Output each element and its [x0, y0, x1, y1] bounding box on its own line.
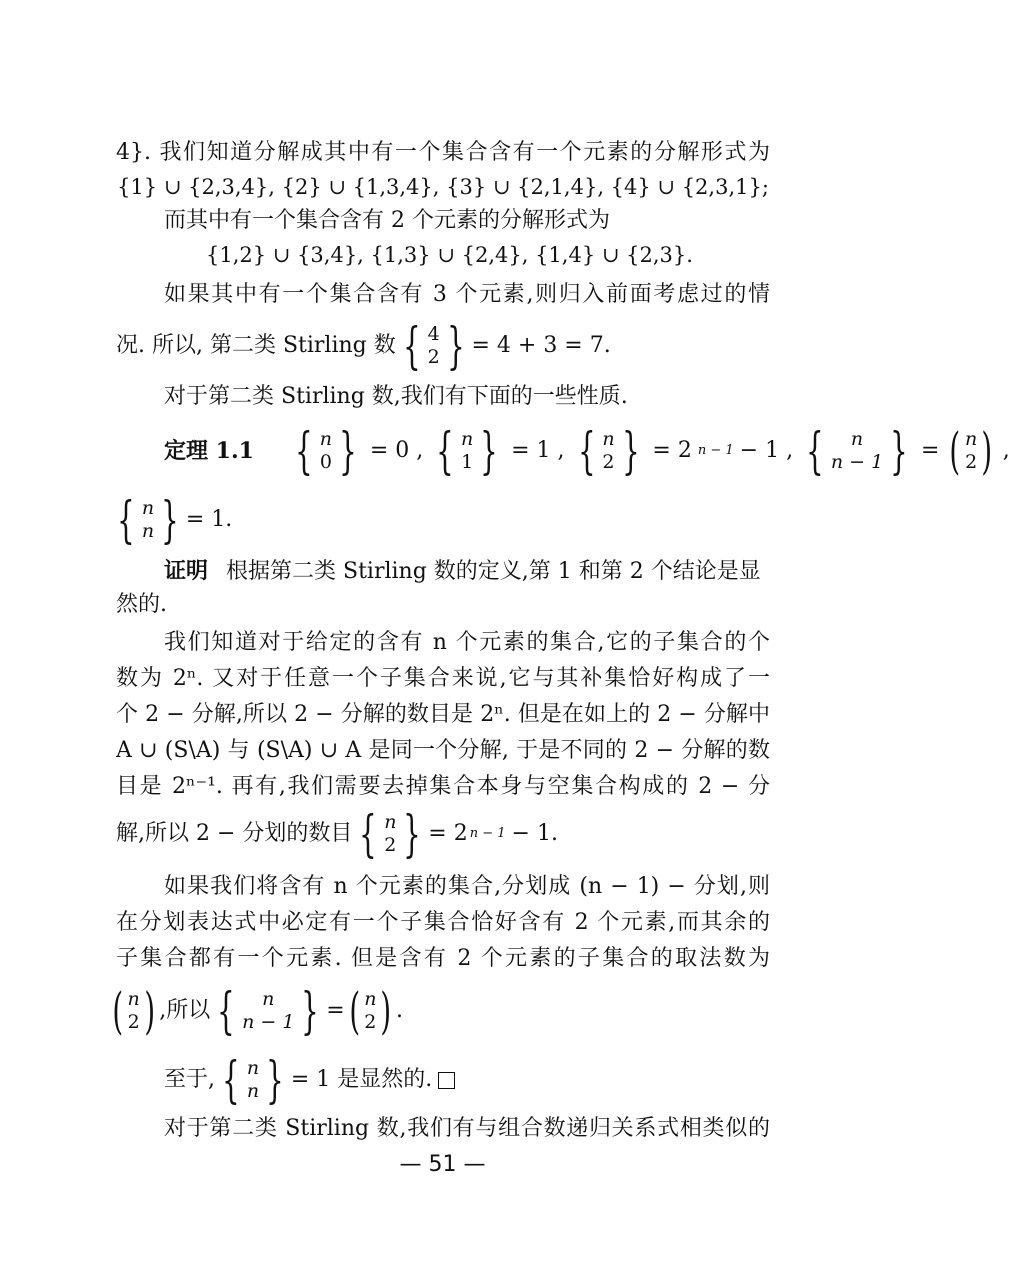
stirling-n-nminus1: { n n − 1 }	[217, 982, 320, 1040]
left-brace-icon: {	[222, 1051, 240, 1109]
stirling-4-2	[396, 317, 472, 375]
binomial-n-2: ( n 2 )	[949, 422, 993, 480]
text-fragment: = 0 ,	[369, 438, 424, 463]
right-paren-icon: )	[144, 982, 155, 1040]
text-fragment: = 1.	[185, 507, 233, 532]
right-brace-icon: }	[339, 422, 357, 480]
text-fragment: ,	[1002, 438, 1010, 463]
stirling-stack: 4 2	[427, 323, 440, 368]
right-brace-icon: }	[446, 317, 465, 375]
text-fragment: .	[395, 998, 403, 1023]
left-brace-icon: {	[806, 422, 824, 480]
left-brace-icon: {	[577, 422, 596, 480]
text-line: 然的.	[116, 592, 167, 617]
right-brace-icon: }	[621, 422, 640, 480]
left-brace-icon: {	[359, 805, 378, 863]
proof-label: 证明	[164, 558, 209, 584]
text-line: A ∪ (S\A) 与 (S\A) ∪ A 是同一个分解, 于是不同的 2 − 分解的数	[116, 738, 770, 763]
exponent: n − 1	[469, 826, 506, 841]
set-partitions-line: {1} ∪ {2,3,4}, {2} ∪ {1,3,4}, {3} ∪ {2,1,4}, {4} ∪ {2,3,1};	[117, 175, 769, 199]
text-line: 对于第二类 Stirling 数,我们有与组合数递归关系式相类似的	[164, 1116, 770, 1141]
text-line: 在分划表达式中必定有一个子集合恰好含有 2 个元素,而其余的	[116, 910, 770, 935]
text-fragment: 况. 所以, 第二类 Stirling 数	[116, 333, 396, 358]
page-number: — 51 —	[399, 1152, 486, 1177]
text-fragment: = 1 ,	[511, 438, 565, 463]
text-line: 4}. 我们知道分解成其中有一个集合含有一个元素的分解形式为	[116, 140, 770, 165]
text-line: 对于第二类 Stirling 数,我们有下面的一些性质.	[164, 384, 628, 409]
exponent: n − 1	[697, 443, 734, 458]
right-brace-icon: }	[301, 982, 320, 1040]
left-brace-icon: {	[117, 491, 135, 549]
formula-line	[164, 1052, 455, 1108]
text-line: 数为 2ⁿ. 又对于任意一个子集合来说,它与其补集恰好构成了一	[116, 666, 770, 691]
text-fragment: = 2	[428, 821, 468, 846]
stirling-n-0: { n 0 }	[295, 422, 357, 480]
stirling-n-nminus1: { n n − 1 }	[806, 422, 908, 480]
right-paren-icon: )	[981, 422, 993, 480]
text-line: 个 2 − 分解,所以 2 − 分解的数目是 2ⁿ. 但是在如上的 2 − 分解中	[116, 702, 770, 727]
right-brace-icon: }	[890, 422, 908, 480]
text-line: 我们知道对于给定的含有 n 个元素的集合,它的子集合的个	[164, 630, 770, 655]
text-fragment: ,所以	[159, 998, 211, 1023]
text-line: 目是 2ⁿ⁻¹. 再有,我们需要去掉集合本身与空集合构成的 2 − 分	[116, 774, 770, 799]
theorem-label: 定理 1.1	[164, 438, 254, 464]
text-fragment: =	[326, 998, 345, 1023]
left-paren-icon: (	[112, 982, 124, 1040]
proof-line	[164, 556, 770, 587]
text-line: 而其中有一个集合含有 2 个元素的分解形式为	[164, 208, 610, 233]
theorem-line	[164, 422, 1010, 480]
text-fragment: 至于,	[164, 1067, 215, 1092]
stirling-example-line	[116, 318, 611, 374]
stirling-n-2: { n 2 }	[577, 422, 640, 480]
text-fragment: = 1 是显然的.	[290, 1067, 433, 1092]
text-line: 子集合都有一个元素. 但是含有 2 个元素的子集合的取法数为	[116, 946, 770, 971]
qed-box-icon	[438, 1072, 455, 1089]
text-fragment: − 1 ,	[739, 438, 794, 463]
right-brace-icon: }	[161, 491, 179, 549]
left-brace-icon: {	[217, 982, 235, 1040]
stirling-n-2: { n 2 }	[359, 805, 422, 863]
right-paren-icon: )	[380, 982, 392, 1040]
text-line: 如果我们将含有 n 个元素的集合,分划成 (n − 1) − 分划,则	[164, 874, 770, 899]
text-fragment: = 2	[652, 438, 692, 463]
formula-line	[116, 806, 558, 862]
right-brace-icon: }	[266, 1051, 284, 1109]
formula-line	[108, 982, 403, 1040]
stirling-n-n: { n n }	[222, 1051, 284, 1109]
text-fragment: =	[921, 438, 940, 463]
binomial-n-2: ( n 2 )	[349, 982, 392, 1040]
text-line: 如果其中有一个集合含有 3 个元素,则归入前面考虑过的情	[164, 282, 770, 307]
right-brace-icon: }	[403, 805, 422, 863]
text-fragment: 解,所以 2 − 分划的数目	[116, 821, 353, 846]
left-brace-icon: {	[295, 422, 313, 480]
stirling-n-1: { n 1 }	[436, 422, 498, 480]
left-paren-icon: (	[949, 422, 961, 480]
left-brace-icon: {	[436, 422, 454, 480]
text-fragment: 根据第二类 Stirling 数的定义,第 1 和第 2 个结论是显	[226, 559, 761, 584]
right-brace-icon: }	[480, 422, 498, 480]
text-fragment: = 4 + 3 = 7.	[471, 333, 611, 358]
set-partitions-line: {1,2} ∪ {3,4}, {1,3} ∪ {2,4}, {1,4} ∪ {2,3}.	[206, 243, 693, 267]
stirling-n-n: { n n }	[117, 491, 179, 549]
binomial-n-2: ( n 2 )	[112, 982, 155, 1040]
text-fragment: − 1.	[511, 821, 558, 846]
left-paren-icon: (	[349, 982, 360, 1040]
theorem-line-cont	[110, 492, 232, 548]
left-brace-icon: {	[402, 317, 421, 375]
